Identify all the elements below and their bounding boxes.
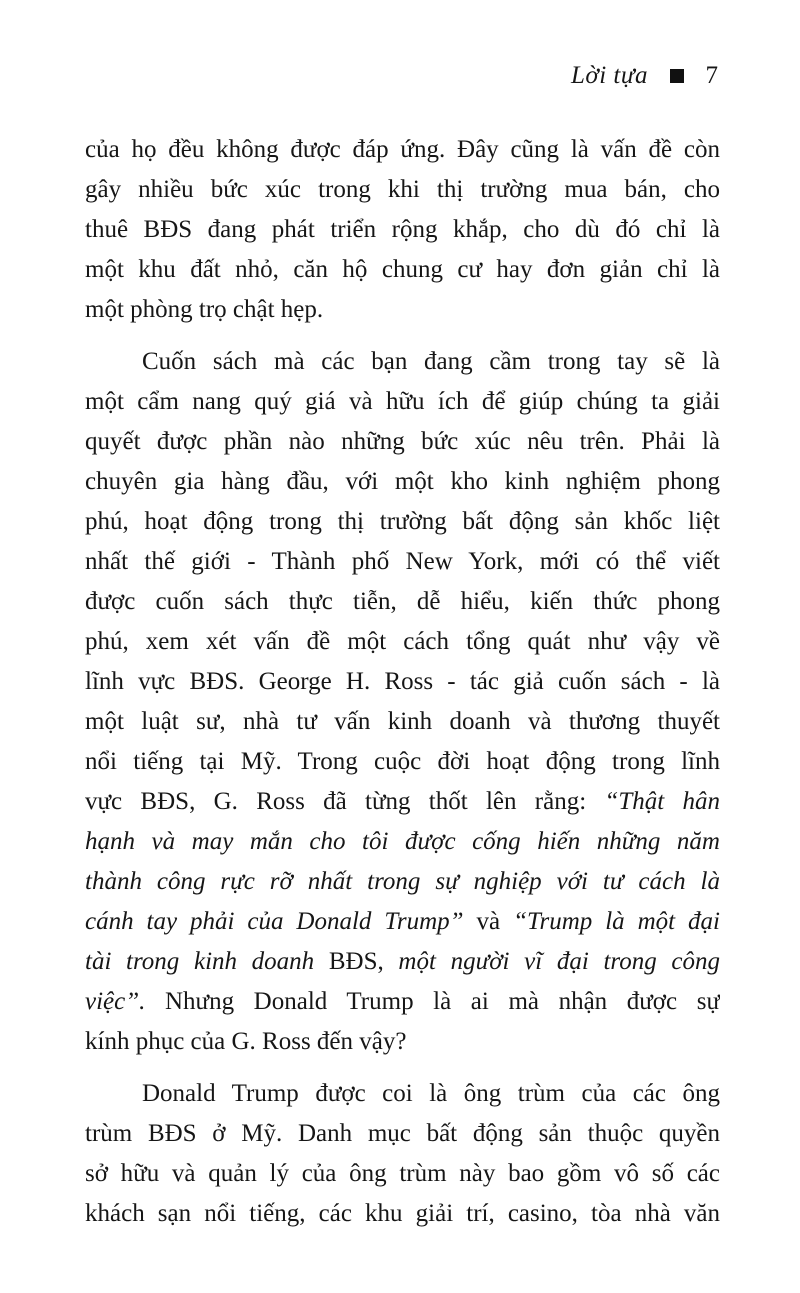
text-run: khách sạn nổi tiếng, các khu giải trí, casino, tòa nhà văn bbox=[85, 1200, 720, 1227]
text-line bbox=[85, 1022, 720, 1062]
text-line bbox=[85, 862, 720, 902]
text-run: vực BĐS, G. Ross đã từng thốt lên rằng: bbox=[85, 788, 605, 815]
text-line bbox=[85, 542, 720, 582]
square-bullet-icon bbox=[670, 69, 684, 83]
text-line bbox=[85, 782, 720, 822]
text-run: của họ đều không được đáp ứng. Đây cũng là vấn đề còn bbox=[85, 136, 720, 163]
italic-text-run: cánh tay phải của Donald Trump” bbox=[85, 908, 464, 935]
page-body-text bbox=[85, 130, 720, 1234]
text-line bbox=[85, 942, 720, 982]
italic-text-run: một người vĩ đại trong công bbox=[383, 948, 720, 975]
text-run: sở hữu và quản lý của ông trùm này bao gồm vô số các bbox=[85, 1160, 720, 1187]
page-number: 7 bbox=[705, 62, 718, 89]
text-run: một phòng trọ chật hẹp. bbox=[85, 296, 324, 323]
text-line bbox=[85, 622, 720, 662]
text-line bbox=[85, 1194, 720, 1234]
text-run: Cuốn sách mà các bạn đang cầm trong tay sẽ là bbox=[142, 348, 720, 375]
italic-text-run: thành công rực rỡ nhất trong sự nghiệp với tư cách là bbox=[85, 868, 720, 895]
paragraph bbox=[85, 130, 720, 330]
text-run: Donald Trump được coi là ông trùm của các ông bbox=[142, 1080, 720, 1107]
text-run: và bbox=[463, 908, 514, 935]
text-run: một luật sư, nhà tư vấn kinh doanh và thương thuyết bbox=[85, 708, 720, 735]
text-run: thuê BĐS đang phát triển rộng khắp, cho dù đó chỉ là bbox=[85, 216, 720, 243]
text-run: quyết được phần nào những bức xúc nêu trên. Phải là bbox=[85, 428, 720, 455]
italic-text-run: “Trump là một đại bbox=[513, 908, 720, 935]
text-line bbox=[85, 342, 720, 382]
text-line bbox=[85, 210, 720, 250]
text-line bbox=[85, 702, 720, 742]
paragraph bbox=[85, 342, 720, 1062]
italic-text-run: “Thật hân bbox=[604, 788, 720, 815]
text-line bbox=[85, 422, 720, 462]
section-title: Lời tựa bbox=[570, 62, 648, 89]
text-run: trùm BĐS ở Mỹ. Danh mục bất động sản thuộc quyền bbox=[85, 1120, 720, 1147]
text-run: chuyên gia hàng đầu, với một kho kinh nghiệm phong bbox=[85, 468, 720, 495]
text-run: BĐS, bbox=[328, 948, 384, 975]
text-run: phú, xem xét vấn đề một cách tổng quát như vậy về bbox=[85, 628, 720, 655]
text-line bbox=[85, 902, 720, 942]
text-line bbox=[85, 582, 720, 622]
text-run: nhất thế giới - Thành phố New York, mới có thể viết bbox=[85, 548, 720, 575]
italic-text-run: hạnh và may mắn cho tôi được cống hiến những năm bbox=[85, 828, 720, 855]
text-line bbox=[85, 662, 720, 702]
text-run: một khu đất nhỏ, căn hộ chung cư hay đơn giản chỉ là bbox=[85, 256, 720, 283]
text-line bbox=[85, 982, 720, 1022]
text-line bbox=[85, 502, 720, 542]
text-line bbox=[85, 1114, 720, 1154]
text-line bbox=[85, 250, 720, 290]
text-line bbox=[85, 742, 720, 782]
text-line bbox=[85, 130, 720, 170]
text-run: lĩnh vực BĐS. George H. Ross - tác giả cuốn sách - là bbox=[85, 668, 720, 695]
running-header bbox=[85, 62, 718, 90]
text-line bbox=[85, 1154, 720, 1194]
text-run: kính phục của G. Ross đến vậy? bbox=[85, 1028, 407, 1055]
text-run: Nhưng Donald Trump là ai mà nhận được sự bbox=[145, 988, 720, 1015]
paragraph bbox=[85, 1074, 720, 1234]
text-line bbox=[85, 822, 720, 862]
text-line bbox=[85, 170, 720, 210]
italic-text-run: tài trong kinh doanh bbox=[85, 948, 329, 975]
text-line bbox=[85, 290, 720, 330]
text-line bbox=[85, 1074, 720, 1114]
text-run: gây nhiều bức xúc trong khi thị trường mua bán, cho bbox=[85, 176, 720, 203]
text-run: được cuốn sách thực tiễn, dễ hiểu, kiến thức phong bbox=[85, 588, 720, 615]
text-line bbox=[85, 382, 720, 422]
text-run: phú, hoạt động trong thị trường bất động sản khốc liệt bbox=[85, 508, 720, 535]
italic-text-run: việc”. bbox=[85, 988, 146, 1015]
text-line bbox=[85, 462, 720, 502]
text-run: nổi tiếng tại Mỹ. Trong cuộc đời hoạt động trong lĩnh bbox=[85, 748, 720, 775]
text-run: một cẩm nang quý giá và hữu ích để giúp chúng ta giải bbox=[85, 388, 720, 415]
